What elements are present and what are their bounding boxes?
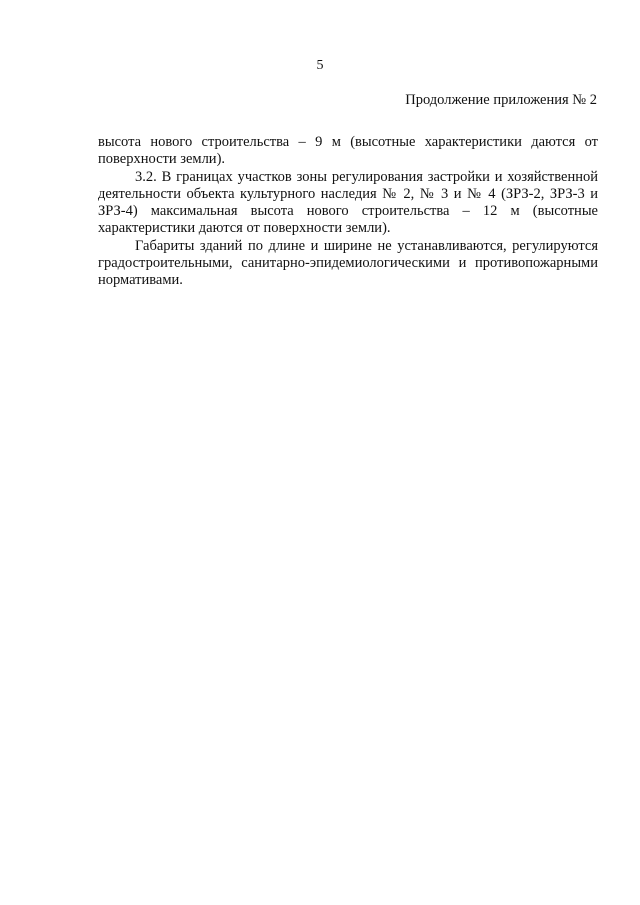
page-number: 5 bbox=[316, 58, 324, 73]
document-body bbox=[98, 134, 598, 290]
appendix-continuation-note: Продолжение приложения № 2 bbox=[405, 92, 597, 108]
paragraph-section-3-2: 3.2. В границах участков зоны регулирования застройки и хозяйственной деятельности объекта культурного наследия № 2, № 3 и № 4 (ЗРЗ-2, ЗРЗ-3 и ЗРЗ-4) максимальная высота нового строительства – 12 м (высотные характеристики даются от поверхности земли). bbox=[98, 168, 598, 237]
paragraph-building-dimensions: Габариты зданий по длине и ширине не устанавливаются, регулируются градостроительными, санитарно-эпидемиологическими и противопожарными нормативами. bbox=[98, 237, 598, 289]
paragraph-height-limit-continued: высота нового строительства – 9 м (высотные характеристики даются от поверхности земли). bbox=[98, 134, 598, 168]
